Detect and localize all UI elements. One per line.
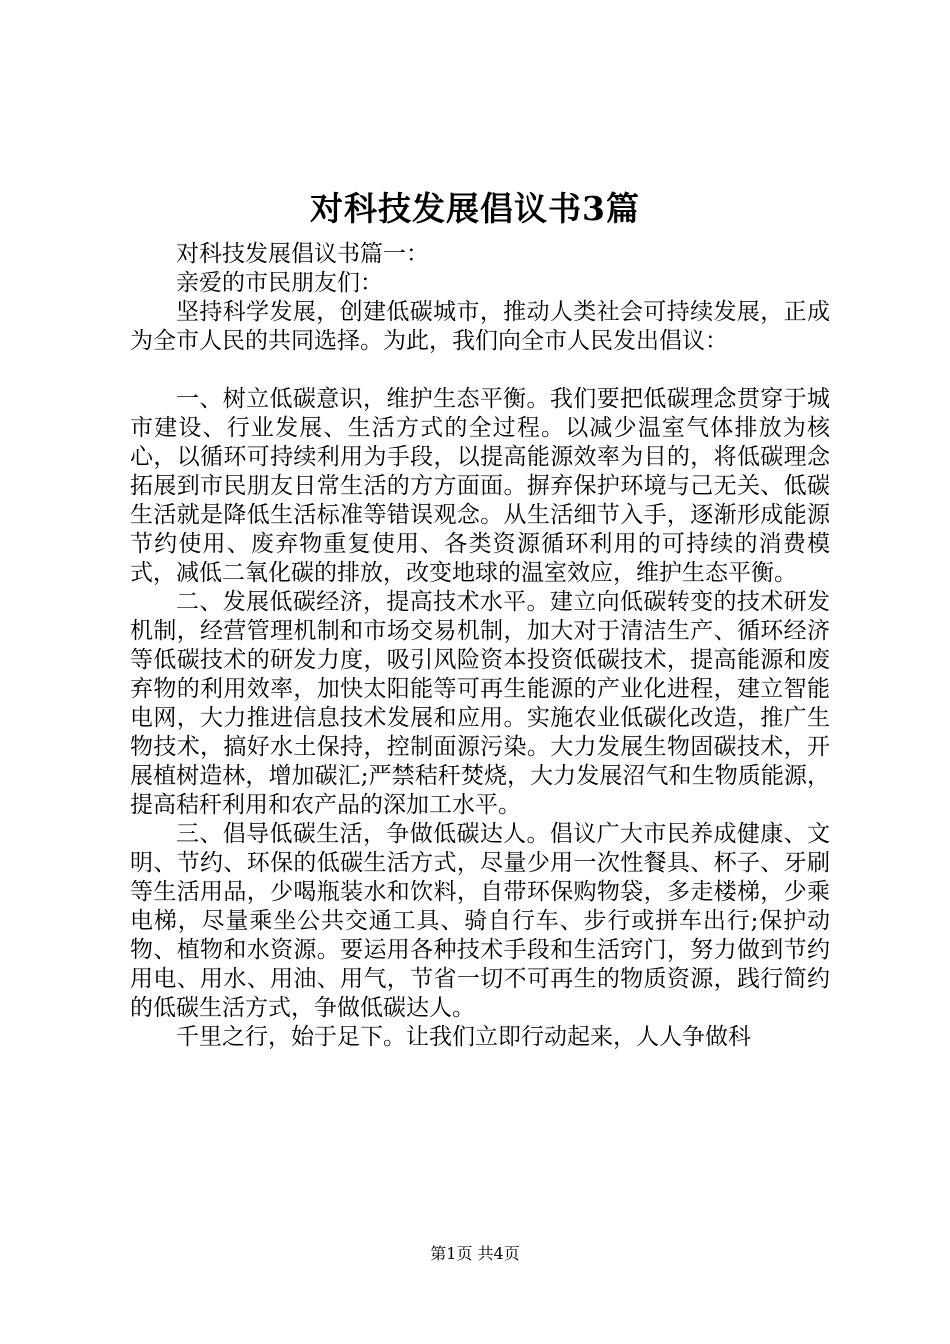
paragraph-closing: 千里之行，始于足下。让我们立即行动起来，人人争做科 [176, 1024, 751, 1050]
paragraph-spacer [130, 356, 830, 385]
paragraph-item-2: 二、发展低碳经济，提高技术水平。建立向低碳转变的技术研发机制，经营管理机制和市场交易机制，加大对于清洁生产、循环经济等低碳技术的研发力度，吸引风险资本投资低碳技术，提高能源和废弃物的利用效率，加快太阳能等可再生能源的产业化进程，建立智能电网，大力推进信息技术发展和应用。实施农业低碳化改造，推广生物技术，搞好水土保持，控制面源污染。大力发展生物固碳技术，开展植树造林，增加碳汇;严禁秸秆焚烧，大力发展沼气和生物质能源，提高秸秆利用和农产品的深加工水平。 [130, 589, 830, 818]
paragraph-intro: 坚持科学发展，创建低碳城市，推动人类社会可持续发展，正成为全市人民的共同选择。为此，我们向全市人民发出倡议： [130, 299, 830, 354]
document-title: 对科技发展倡议书3篇 [310, 189, 640, 228]
paragraph-item-1: 一、树立低碳意识，维护生态平衡。我们要把低碳理念贯穿于城市建设、行业发展、生活方式的全过程。以减少温室气体排放为核心，以循环可持续利用为手段，以提高能源效率为目的，将低碳理念拓展到市民朋友日常生活的方方面面。摒弃保护环境与己无关、低碳生活就是降低生活标准等错误观念。从生活细节入手，逐渐形成能源节约使用、废弃物重复使用、各类资源循环利用的可持续的消费模式，减低二氧化碳的排放，改变地球的温室效应，维护生态平衡。 [130, 386, 830, 586]
salutation: 亲爱的市民朋友们： [176, 270, 383, 296]
paragraph-item-3: 三、倡导低碳生活，争做低碳达人。倡议广大市民养成健康、文明、节约、环保的低碳生活方式，尽量少用一次性餐具、杯子、牙刷等生活用品，少喝瓶装水和饮料，自带环保购物袋，多走楼梯，少乘电梯，尽量乘坐公共交通工具、骑自行车、步行或拼车出行;保护动物、植物和水资源。要运用各种技术手段和生活窍门，努力做到节约用电、用水、用油、用气，节省一切不可再生的物质资源，践行简约的低碳生活方式，争做低碳达人。 [130, 821, 830, 1021]
section-heading: 对科技发展倡议书篇一： [176, 241, 429, 267]
document-body [130, 240, 830, 1052]
page-footer: 第1页 共4页 [430, 1244, 520, 1263]
